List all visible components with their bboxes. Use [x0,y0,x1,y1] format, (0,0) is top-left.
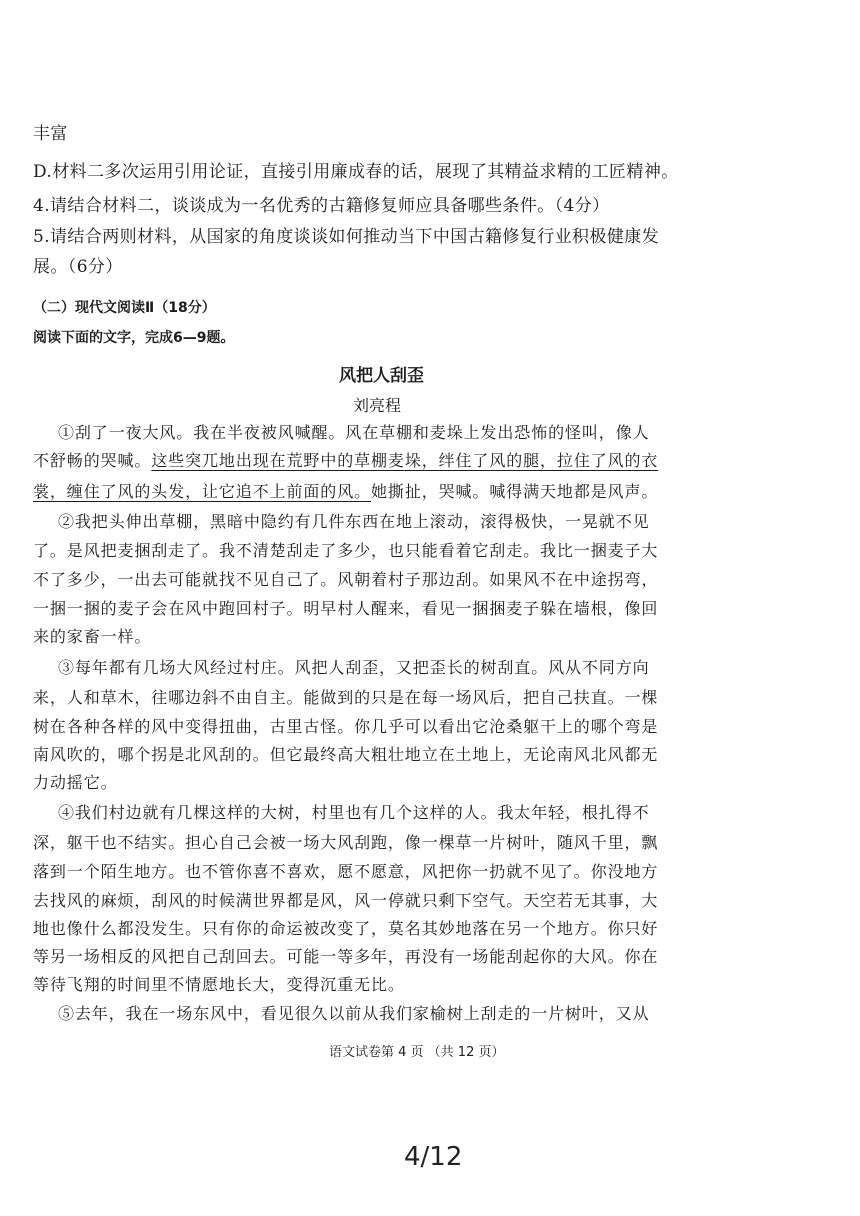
paragraph-3-line-3: 树在各种各样的风中变得扭曲，古里古怪。你几乎可以看出它沧桑躯干上的哪个弯是 [33,717,659,736]
underlined-sentence-end: 裳，缠住了风的头发，让它追不上前面的风。 [33,482,372,501]
option-d-line: D.材料二多次运用引用论证，直接引用廉成春的话，展现了其精益求精的工匠精神。 [33,162,679,182]
question-5-line-2: 展。（6分） [33,257,123,277]
paragraph-1-line-3 [33,482,658,502]
paragraph-4-line-1: ④我们村边就有几棵这样的大树，村里也有几个这样的人。我太年轻，根扎得不 [58,803,650,822]
paragraph-3-line-1: ③每年都有几场大风经过村庄。风把人刮歪，又把歪长的树刮直。风从不同方向 [58,658,650,677]
paragraph-4-line-6: 等另一场相反的风把自己刮回去。可能一等多年，再没有一场能刮起你的大风。你在 [33,947,659,966]
paragraph-4-line-7: 等待飞翔的时间里不情愿地长大，变得沉重无比。 [33,975,405,994]
section-title: （二）现代文阅读Ⅱ（18分） [33,300,216,316]
paragraph-2-line-2: 了。是风把麦捆刮走了。我不清楚刮走了多少，也只能看着它刮走。我比一捆麦子大 [33,541,659,560]
paragraph-4-line-5: 地也像什么都没发生。只有你的命运被改变了，莫名其妙地落在另一个地方。你只好 [33,919,659,938]
paragraph-4-line-4: 去找风的麻烦，刮风的时候满世界都是风，风一停就只剩下空气。天空若无其事，大 [33,891,659,910]
page-indicator: 4/12 [404,1142,463,1172]
paragraph-3-line-5: 力动摇它。 [33,773,118,792]
question-5-line: 5.请结合两则材料，从国家的角度谈谈如何推动当下中国古籍修复行业积极健康发 [33,227,660,247]
paragraph-1-line-1: ①刮了一夜大风。我在半夜被风喊醒。风在草棚和麦垛上发出恐怖的怪叫，像人 [58,423,650,442]
header-line-0: 丰富 [33,124,68,144]
paragraph-2-line-1: ②我把头伸出草棚，黑暗中隐约有几件东西在地上滚动，滚得极快，一晃就不见 [58,512,650,531]
section-instruction: 阅读下面的文字，完成6—9题。 [33,330,235,346]
plain-text: 她撕扯，哭喊。喊得满天地都是风声。 [371,482,659,501]
paragraph-2-line-4: 一捆一捆的麦子会在风中跑回村子。明早村人醒来，看见一捆捆麦子躲在墙根，像回 [33,599,659,618]
paragraph-1-line-2 [33,451,658,471]
plain-text: 不舒畅的哭喊。 [33,451,152,470]
paragraph-2-line-3: 不了多少，一出去可能就找不见自己了。风朝着村子那边刮。如果风不在中途拐弯， [33,570,659,589]
paragraph-3-line-2: 来，人和草木，往哪边斜不由自主。能做到的只是在每一场风后，把自己扶直。一棵 [33,688,659,707]
paragraph-4-line-3: 落到一个陌生地方。也不管你喜不喜欢，愿不愿意，风把你一扔就不见了。你没地方 [33,862,659,881]
article-author: 刘亮程 [353,396,402,415]
paragraph-4-line-2: 深，躯干也不结实。担心自己会被一场大风刮跑，像一棵草一片树叶，随风千里，飘 [33,833,659,852]
underlined-sentence: 这些突兀地出现在荒野中的草棚麦垛，绊住了风的腿，拉住了风的衣 [151,451,659,470]
paragraph-3-line-4: 南风吹的，哪个拐是北风刮的。但它最终高大粗壮地立在土地上，无论南风北风都无 [33,745,659,764]
paragraph-5-line-1: ⑤去年，我在一场东风中，看见很久以前从我们家榆树上刮走的一片树叶，又从 [58,1004,650,1023]
paragraph-2-line-5: 来的家畜一样。 [33,627,152,646]
question-4-line: 4.请结合材料二，谈谈成为一名优秀的古籍修复师应具备哪些条件。（4分） [33,196,610,216]
article-title: 风把人刮歪 [339,366,424,386]
exam-page-footer: 语文试卷第 4 页 （共 12 页） [329,1045,505,1060]
